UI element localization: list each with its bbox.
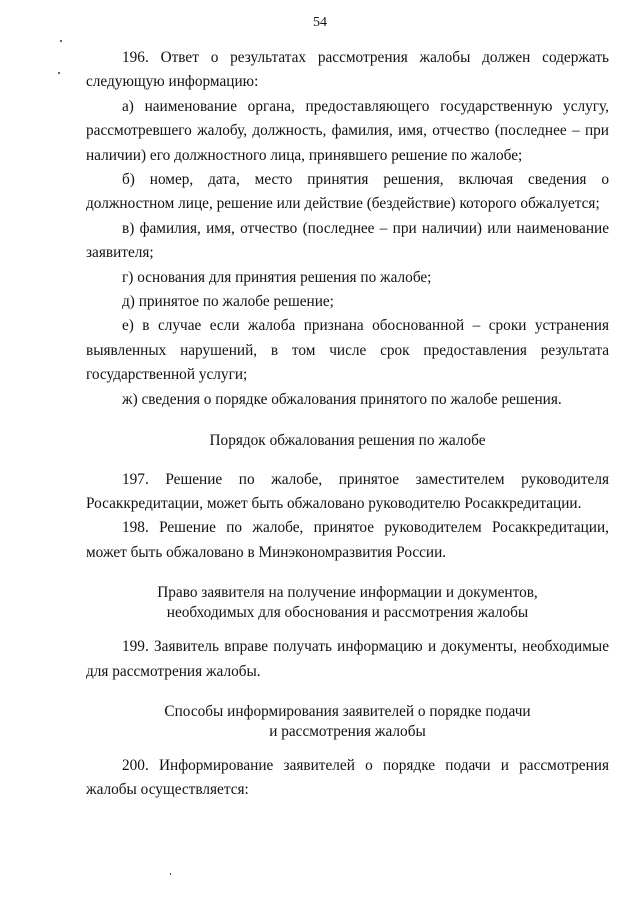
list-item-e: е) в случае если жалоба признана обоснованной – сроки устранения выявленных нарушений, в том числе срок предоставления результата государственной услуги; [86, 317, 609, 384]
scan-speck [170, 873, 171, 875]
section-heading-appeal: Порядок обжалования решения по жалобе [209, 432, 486, 450]
heading-line: Право заявителя на получение информации и документов, [157, 584, 538, 602]
page-number: 54 [313, 15, 327, 30]
scan-speck [58, 72, 60, 74]
paragraph-196: 196. Ответ о результатах рассмотрения жалобы должен содержать следующую информацию: [86, 49, 609, 91]
list-item-d: д) принятое по жалобе решение; [122, 293, 334, 311]
list-item-g: г) основания для принятия решения по жалобе; [122, 268, 432, 286]
heading-line: Способы информирования заявителей о порядке подачи [164, 702, 531, 720]
scan-speck [60, 40, 62, 42]
list-item-zh: ж) сведения о порядке обжалования принятого по жалобе решения. [122, 390, 562, 408]
list-item-v: в) фамилия, имя, отчество (последнее – при наличии) или наименование заявителя; [86, 219, 609, 262]
section-heading-informing [86, 702, 609, 742]
paragraph-198: 198. Решение по жалобе, принятое руководителем Росаккредитации, может быть обжаловано в Минэкономразвития России. [86, 519, 609, 561]
heading-line: и рассмотрения жалобы [269, 722, 426, 740]
list-item-b: б) номер, дата, место принятия решения, включая сведения о должностном лице, решение или действие (бездействие) которого обжалуется; [86, 171, 609, 213]
document-body [86, 46, 609, 803]
paragraph-197: 197. Решение по жалобе, принятое заместителем руководителя Росаккредитации, может быть обжаловано руководителю Росаккредитации. [86, 470, 609, 512]
section-heading-rights [86, 583, 609, 623]
paragraph-200: 200. Информирование заявителей о порядке подачи и рассмотрения жалобы осуществляется: [86, 756, 609, 799]
paragraph-199: 199. Заявитель вправе получать информацию и документы, необходимые для рассмотрения жалобы. [86, 638, 609, 680]
heading-line: необходимых для обоснования и рассмотрения жалобы [166, 604, 529, 622]
list-item-a: а) наименование органа, предоставляющего государственную услугу, рассмотревшего жалобу, должность, фамилия, имя, отчество (последнее – при наличии) его должностного лица, принявшего решение по жалобе; [86, 97, 609, 164]
